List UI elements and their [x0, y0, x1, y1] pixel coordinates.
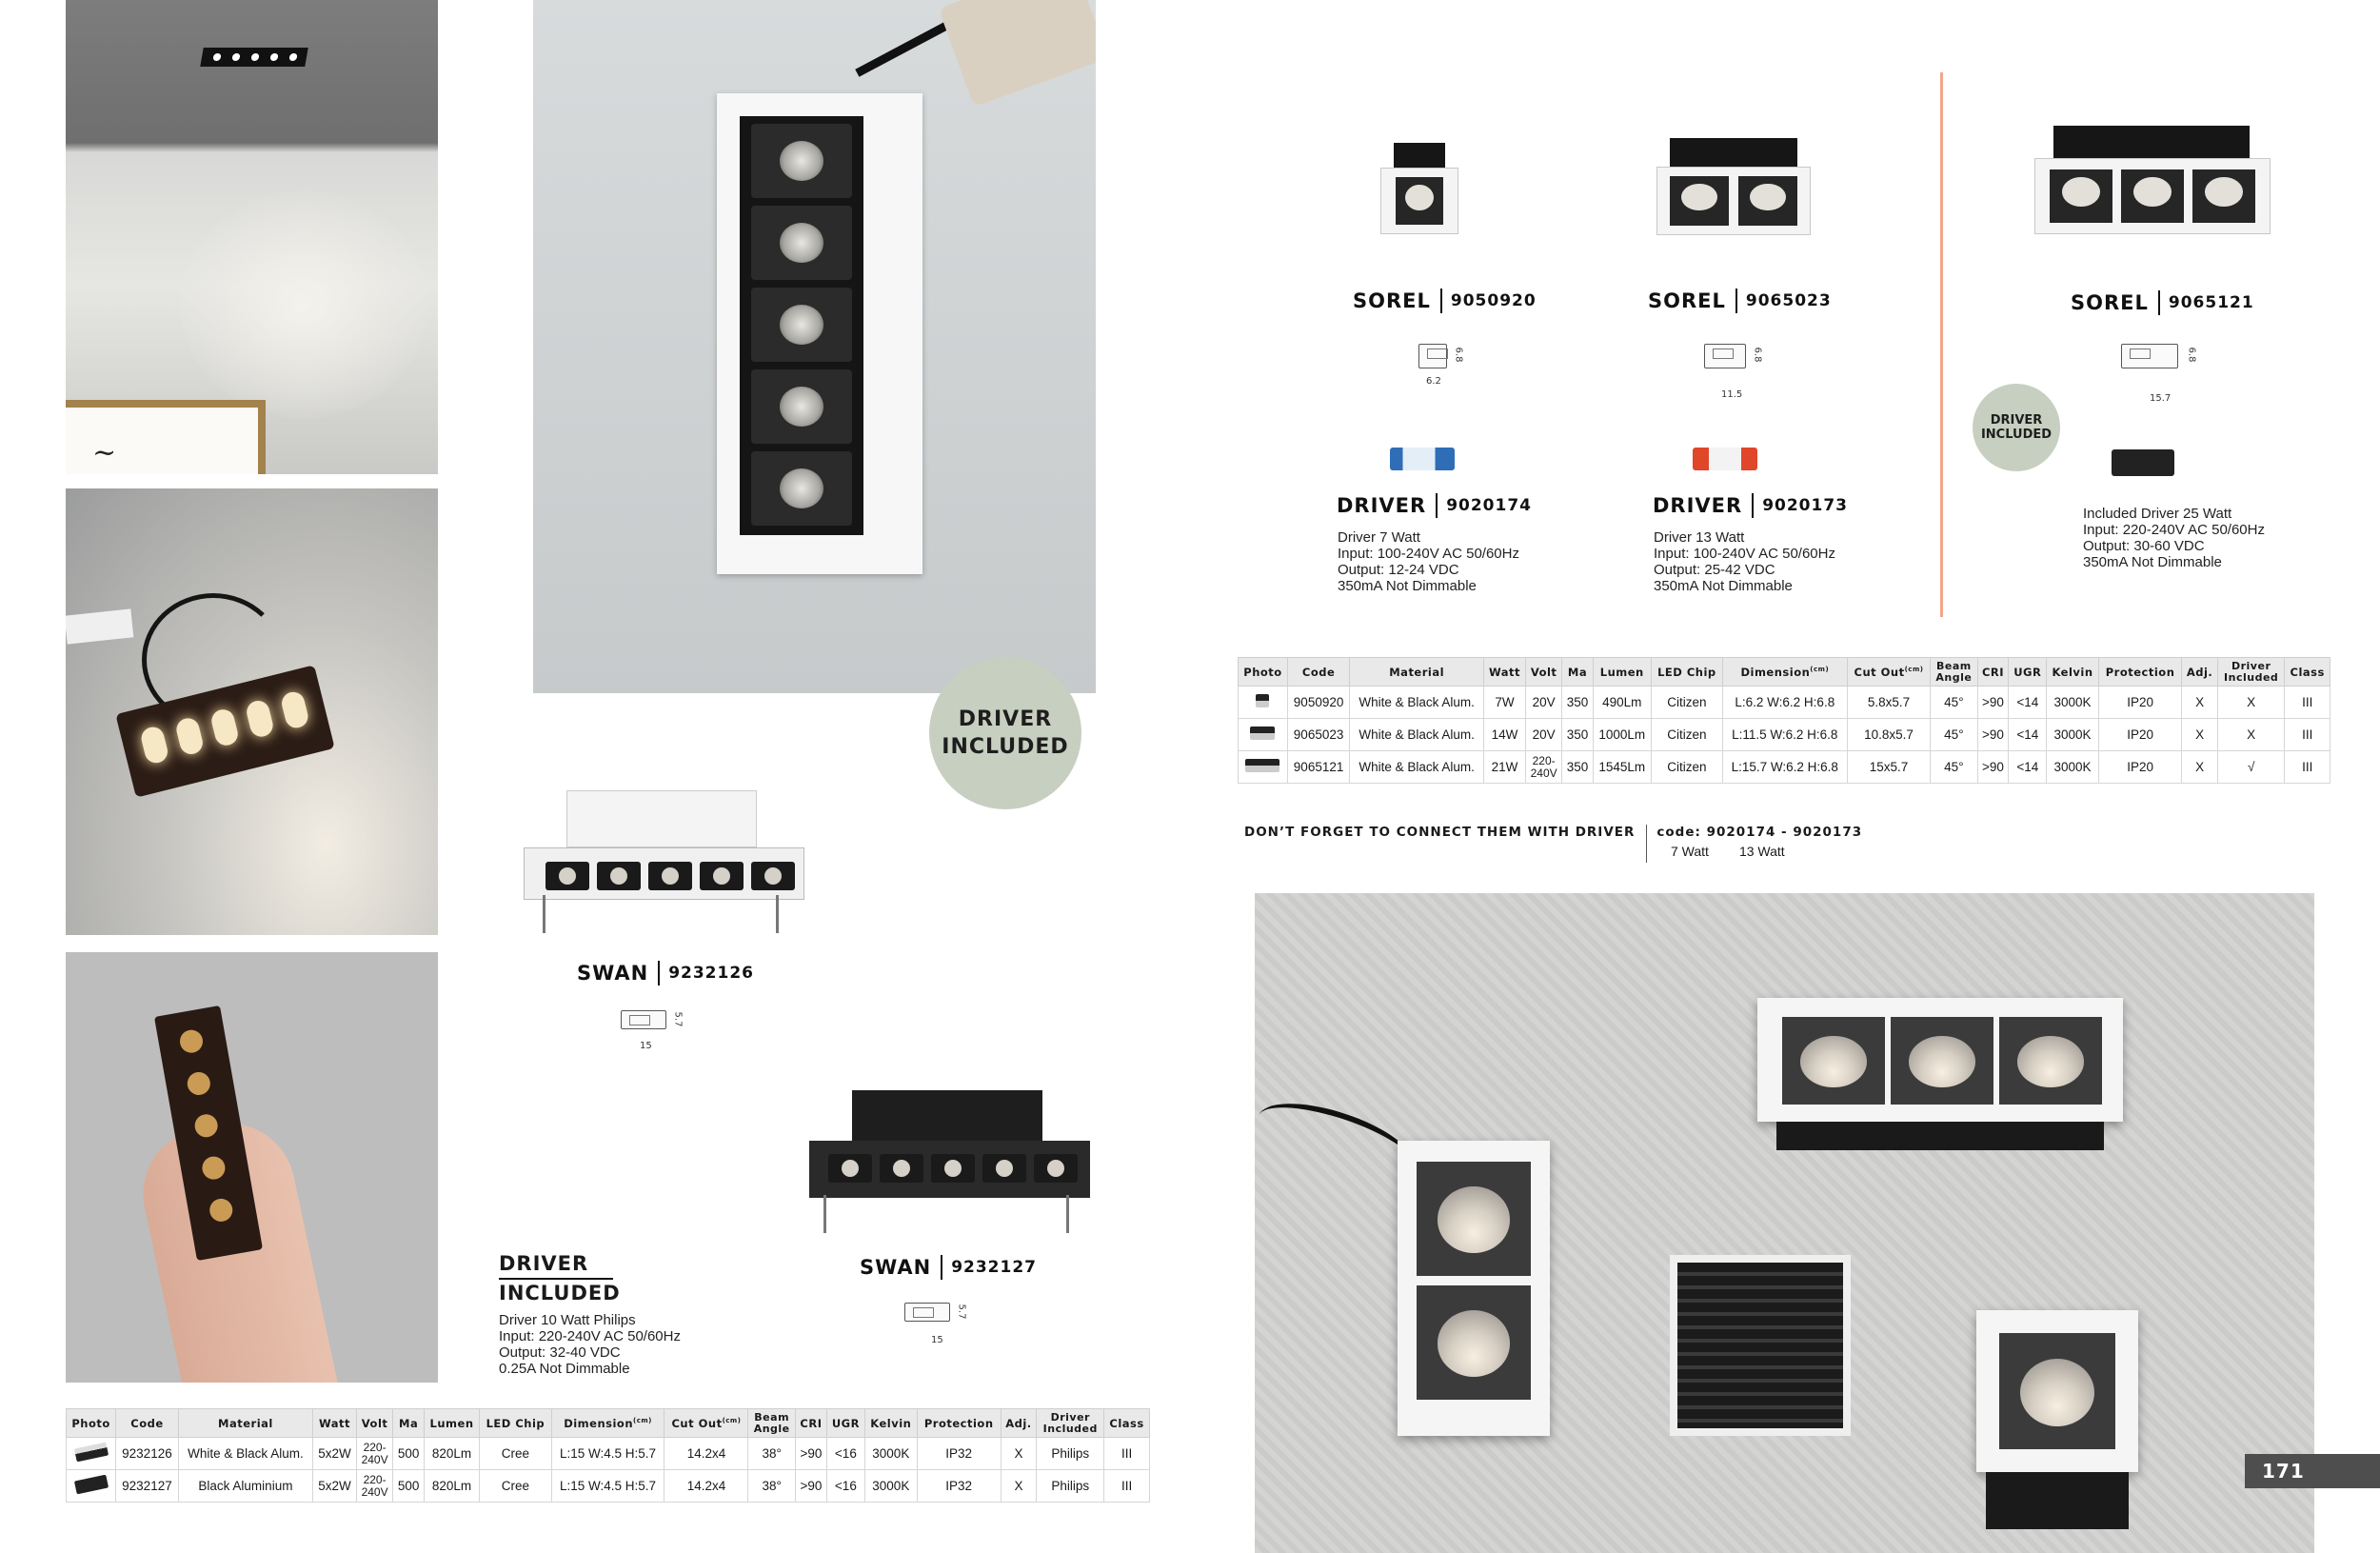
th-protection: Protection [2098, 658, 2181, 687]
th-class: Class [2285, 658, 2330, 687]
cell-led-chip: Cree [480, 1470, 551, 1503]
cell-dimension: L:15.7 W:6.2 H:6.8 [1722, 751, 1847, 784]
cell-cri: >90 [795, 1438, 826, 1470]
swan-closeup-photo [533, 0, 1096, 693]
sorel-1-dimension-icon: 6.2 6.8 [1398, 338, 1483, 386]
driver-reminder: DON’T FORGET TO CONNECT THEM WITH DRIVER code: 9020174 - 9020173 7 Watt 13 Watt [1244, 825, 1862, 863]
th-volt: Volt [356, 1409, 393, 1438]
cell-kelvin: 3000K [864, 1438, 917, 1470]
th-lumen: Lumen [1593, 658, 1651, 687]
swan-white-product-image [514, 790, 814, 933]
th-dimension: Dimension$^{(cm)}$ [551, 1409, 664, 1438]
cell-lumen: 1000Lm [1593, 719, 1651, 751]
cell-ugr: <14 [2009, 719, 2047, 751]
cell-ugr: <14 [2009, 751, 2047, 784]
th-dimension: Dimension$^{(cm)}$ [1722, 658, 1847, 687]
th-kelvin: Kelvin [2047, 658, 2099, 687]
cell-adj: X [1001, 1470, 1037, 1503]
cell-led-chip: Citizen [1651, 751, 1722, 784]
cell-dimension: L:15 W:4.5 H:5.7 [551, 1470, 664, 1503]
cell-class: III [2285, 719, 2330, 751]
cell-ma: 500 [393, 1470, 424, 1503]
row-thumbnail [1239, 687, 1288, 719]
section-divider [1940, 72, 1943, 617]
table-row [1239, 751, 2330, 784]
cell-ugr: <16 [827, 1470, 865, 1503]
cell-cut-out: 10.8x5.7 [1847, 719, 1931, 751]
cell-code: 9050920 [1287, 687, 1349, 719]
swan-black-product-image [809, 1085, 1090, 1238]
sorel-1-title: SOREL 9050920 [1353, 289, 1537, 312]
cell-class: III [2285, 687, 2330, 719]
cell-code: 9065121 [1287, 751, 1349, 784]
th-watt: Watt [1484, 658, 1526, 687]
cell-driver: X [2217, 687, 2284, 719]
driver-1-title: DRIVER 9020174 [1337, 494, 1532, 517]
sorel-3-product-image [2034, 126, 2271, 248]
cell-class: III [2285, 751, 2330, 784]
cell-watt: 5x2W [313, 1470, 357, 1503]
cell-protection: IP20 [2098, 751, 2181, 784]
cell-protection: IP32 [917, 1438, 1001, 1470]
cell-led-chip: Citizen [1651, 719, 1722, 751]
cell-dimension: L:6.2 W:6.2 H:6.8 [1722, 687, 1847, 719]
cell-beam: 45° [1931, 751, 1977, 784]
table-row [67, 1438, 1150, 1470]
swan-2-dimension-icon: 15 5.7 [883, 1297, 969, 1344]
th-adj: Adj. [1001, 1409, 1037, 1438]
cell-material: White & Black Alum. [1350, 751, 1484, 784]
cell-dimension: L:15 W:4.5 H:5.7 [551, 1438, 664, 1470]
cell-driver: X [2217, 719, 2284, 751]
cell-kelvin: 3000K [2047, 751, 2099, 784]
cell-lumen: 1545Lm [1593, 751, 1651, 784]
table-row [67, 1470, 1150, 1503]
cell-cri: >90 [1977, 719, 2009, 751]
cell-kelvin: 3000K [2047, 719, 2099, 751]
cell-code: 9065023 [1287, 719, 1349, 751]
cell-class: III [1104, 1470, 1150, 1503]
cell-cri: >90 [1977, 687, 2009, 719]
th-cri: CRI [795, 1409, 826, 1438]
sorel-spec-table [1238, 657, 2330, 784]
th-adj: Adj. [2182, 658, 2218, 687]
cell-beam: 38° [748, 1438, 795, 1470]
cell-material: White & Black Alum. [1350, 719, 1484, 751]
th-cri: CRI [1977, 658, 2009, 687]
cell-cut-out: 14.2x4 [664, 1438, 748, 1470]
cell-watt: 21W [1484, 751, 1526, 784]
th-class: Class [1104, 1409, 1150, 1438]
cell-watt: 14W [1484, 719, 1526, 751]
ceiling-install-photo: ~ [66, 0, 438, 474]
driver-1-specs: Driver 7 Watt Input: 100-240V AC 50/60Hz Output: 12-24 VDC 350mA Not Dimmable [1338, 529, 1519, 594]
cell-lumen: 820Lm [424, 1438, 479, 1470]
cell-kelvin: 3000K [864, 1470, 917, 1503]
page-number: 171 [2245, 1454, 2380, 1488]
th-code: Code [1287, 658, 1349, 687]
swan-spec-table [66, 1408, 1150, 1503]
th-driver-included: Driver Included [2217, 658, 2284, 687]
cell-ma: 350 [1562, 719, 1593, 751]
th-volt: Volt [1525, 658, 1561, 687]
sorel-group-photo [1255, 893, 2314, 1553]
cell-driver: Philips [1037, 1438, 1104, 1470]
cell-led-chip: Cree [480, 1438, 551, 1470]
cell-cri: >90 [795, 1470, 826, 1503]
cell-adj: X [2182, 719, 2218, 751]
th-photo: Photo [1239, 658, 1288, 687]
cell-lumen: 820Lm [424, 1470, 479, 1503]
th-protection: Protection [917, 1409, 1001, 1438]
th-material: Material [178, 1409, 312, 1438]
cell-ma: 500 [393, 1438, 424, 1470]
included-driver-image [2112, 449, 2174, 476]
cell-protection: IP32 [917, 1470, 1001, 1503]
cell-ugr: <16 [827, 1438, 865, 1470]
cell-beam: 38° [748, 1470, 795, 1503]
included-driver-specs: Included Driver 25 Watt Input: 220-240V AC 50/60Hz Output: 30-60 VDC 350mA Not Dimmable [2083, 506, 2265, 570]
cell-adj: X [2182, 687, 2218, 719]
th-beam-angle: Beam Angle [748, 1409, 795, 1438]
cell-adj: X [1001, 1438, 1037, 1470]
cell-kelvin: 3000K [2047, 687, 2099, 719]
cell-protection: IP20 [2098, 687, 2181, 719]
cell-volt: 20V [1525, 687, 1561, 719]
cell-cut-out: 5.8x5.7 [1847, 687, 1931, 719]
driver-2-specs: Driver 13 Watt Input: 100-240V AC 50/60Hz Output: 25-42 VDC 350mA Not Dimmable [1654, 529, 1835, 594]
driver-2-title: DRIVER 9020173 [1653, 494, 1848, 517]
cell-material: White & Black Alum. [178, 1438, 312, 1470]
th-kelvin: Kelvin [864, 1409, 917, 1438]
table-row [1239, 719, 2330, 751]
table-row [1239, 687, 2330, 719]
sorel-2-product-image [1656, 138, 1811, 248]
th-led-chip: LED Chip [480, 1409, 551, 1438]
sorel-1-product-image [1380, 143, 1458, 248]
cell-dimension: L:11.5 W:6.2 H:6.8 [1722, 719, 1847, 751]
cell-material: Black Aluminium [178, 1470, 312, 1503]
swan-2-title: SWAN 9232127 [860, 1256, 1037, 1279]
cell-cut-out: 15x5.7 [1847, 751, 1931, 784]
hand-holding-fixture-photo [66, 952, 438, 1383]
sorel-driver-included-badge: DRIVER INCLUDED [1973, 384, 2060, 471]
th-code: Code [116, 1409, 179, 1438]
th-photo: Photo [67, 1409, 116, 1438]
cell-adj: X [2182, 751, 2218, 784]
cell-watt: 5x2W [313, 1438, 357, 1470]
sorel-2-title: SOREL 9065023 [1648, 289, 1832, 312]
driver-1-image [1390, 448, 1455, 470]
cell-ugr: <14 [2009, 687, 2047, 719]
cell-beam: 45° [1931, 687, 1977, 719]
cell-lumen: 490Lm [1593, 687, 1651, 719]
th-driver-included: Driver Included [1037, 1409, 1104, 1438]
cell-ma: 350 [1562, 751, 1593, 784]
th-led-chip: LED Chip [1651, 658, 1722, 687]
driver-2-image [1693, 448, 1757, 470]
th-material: Material [1350, 658, 1484, 687]
row-thumbnail [67, 1438, 116, 1470]
th-ugr: UGR [827, 1409, 865, 1438]
reminder-watts: 7 Watt 13 Watt [1671, 844, 1785, 859]
th-cut-out: Cut Out$^{(cm)}$ [664, 1409, 748, 1438]
table-header-row [1239, 658, 2330, 687]
th-ma: Ma [1562, 658, 1593, 687]
cell-driver: Philips [1037, 1470, 1104, 1503]
th-lumen: Lumen [424, 1409, 479, 1438]
sorel-3-dimension-icon: 15.7 6.8 [2112, 338, 2197, 386]
row-thumbnail [1239, 719, 1288, 751]
cell-class: III [1104, 1438, 1150, 1470]
driver-included-badge: DRIVER INCLUDED [929, 657, 1081, 809]
th-beam-angle: Beam Angle [1931, 658, 1977, 687]
cell-driver: √ [2217, 751, 2284, 784]
cell-led-chip: Citizen [1651, 687, 1722, 719]
cell-code: 9232126 [116, 1438, 179, 1470]
th-watt: Watt [313, 1409, 357, 1438]
cell-protection: IP20 [2098, 719, 2181, 751]
sorel-3-title: SOREL 9065121 [2071, 291, 2254, 314]
swan-1-title: SWAN 9232126 [577, 962, 754, 985]
cell-beam: 45° [1931, 719, 1977, 751]
cell-watt: 7W [1484, 687, 1526, 719]
th-ma: Ma [393, 1409, 424, 1438]
th-cut-out: Cut Out$^{(cm)}$ [1847, 658, 1931, 687]
cell-volt: 220- 240V [1525, 751, 1561, 784]
cell-cut-out: 14.2x4 [664, 1470, 748, 1503]
cell-cri: >90 [1977, 751, 2009, 784]
swan-driver-specs: Driver 10 Watt Philips Input: 220-240V AC 50/60Hz Output: 32-40 VDC 0.25A Not Dimmable [499, 1312, 681, 1377]
cell-material: White & Black Alum. [1350, 687, 1484, 719]
swan-1-dimension-icon: 15 5.7 [600, 1005, 685, 1052]
th-ugr: UGR [2009, 658, 2047, 687]
row-thumbnail [67, 1470, 116, 1503]
table-header-row [67, 1409, 1150, 1438]
cell-volt: 220- 240V [356, 1438, 393, 1470]
cell-volt: 220- 240V [356, 1470, 393, 1503]
sorel-2-dimension-icon: 11.5 6.8 [1683, 338, 1769, 386]
row-thumbnail [1239, 751, 1288, 784]
cell-ma: 350 [1562, 687, 1593, 719]
swan-driver-heading: DRIVER INCLUDED [499, 1252, 621, 1304]
cell-volt: 20V [1525, 719, 1561, 751]
cell-code: 9232127 [116, 1470, 179, 1503]
lit-fixture-photo [66, 488, 438, 935]
